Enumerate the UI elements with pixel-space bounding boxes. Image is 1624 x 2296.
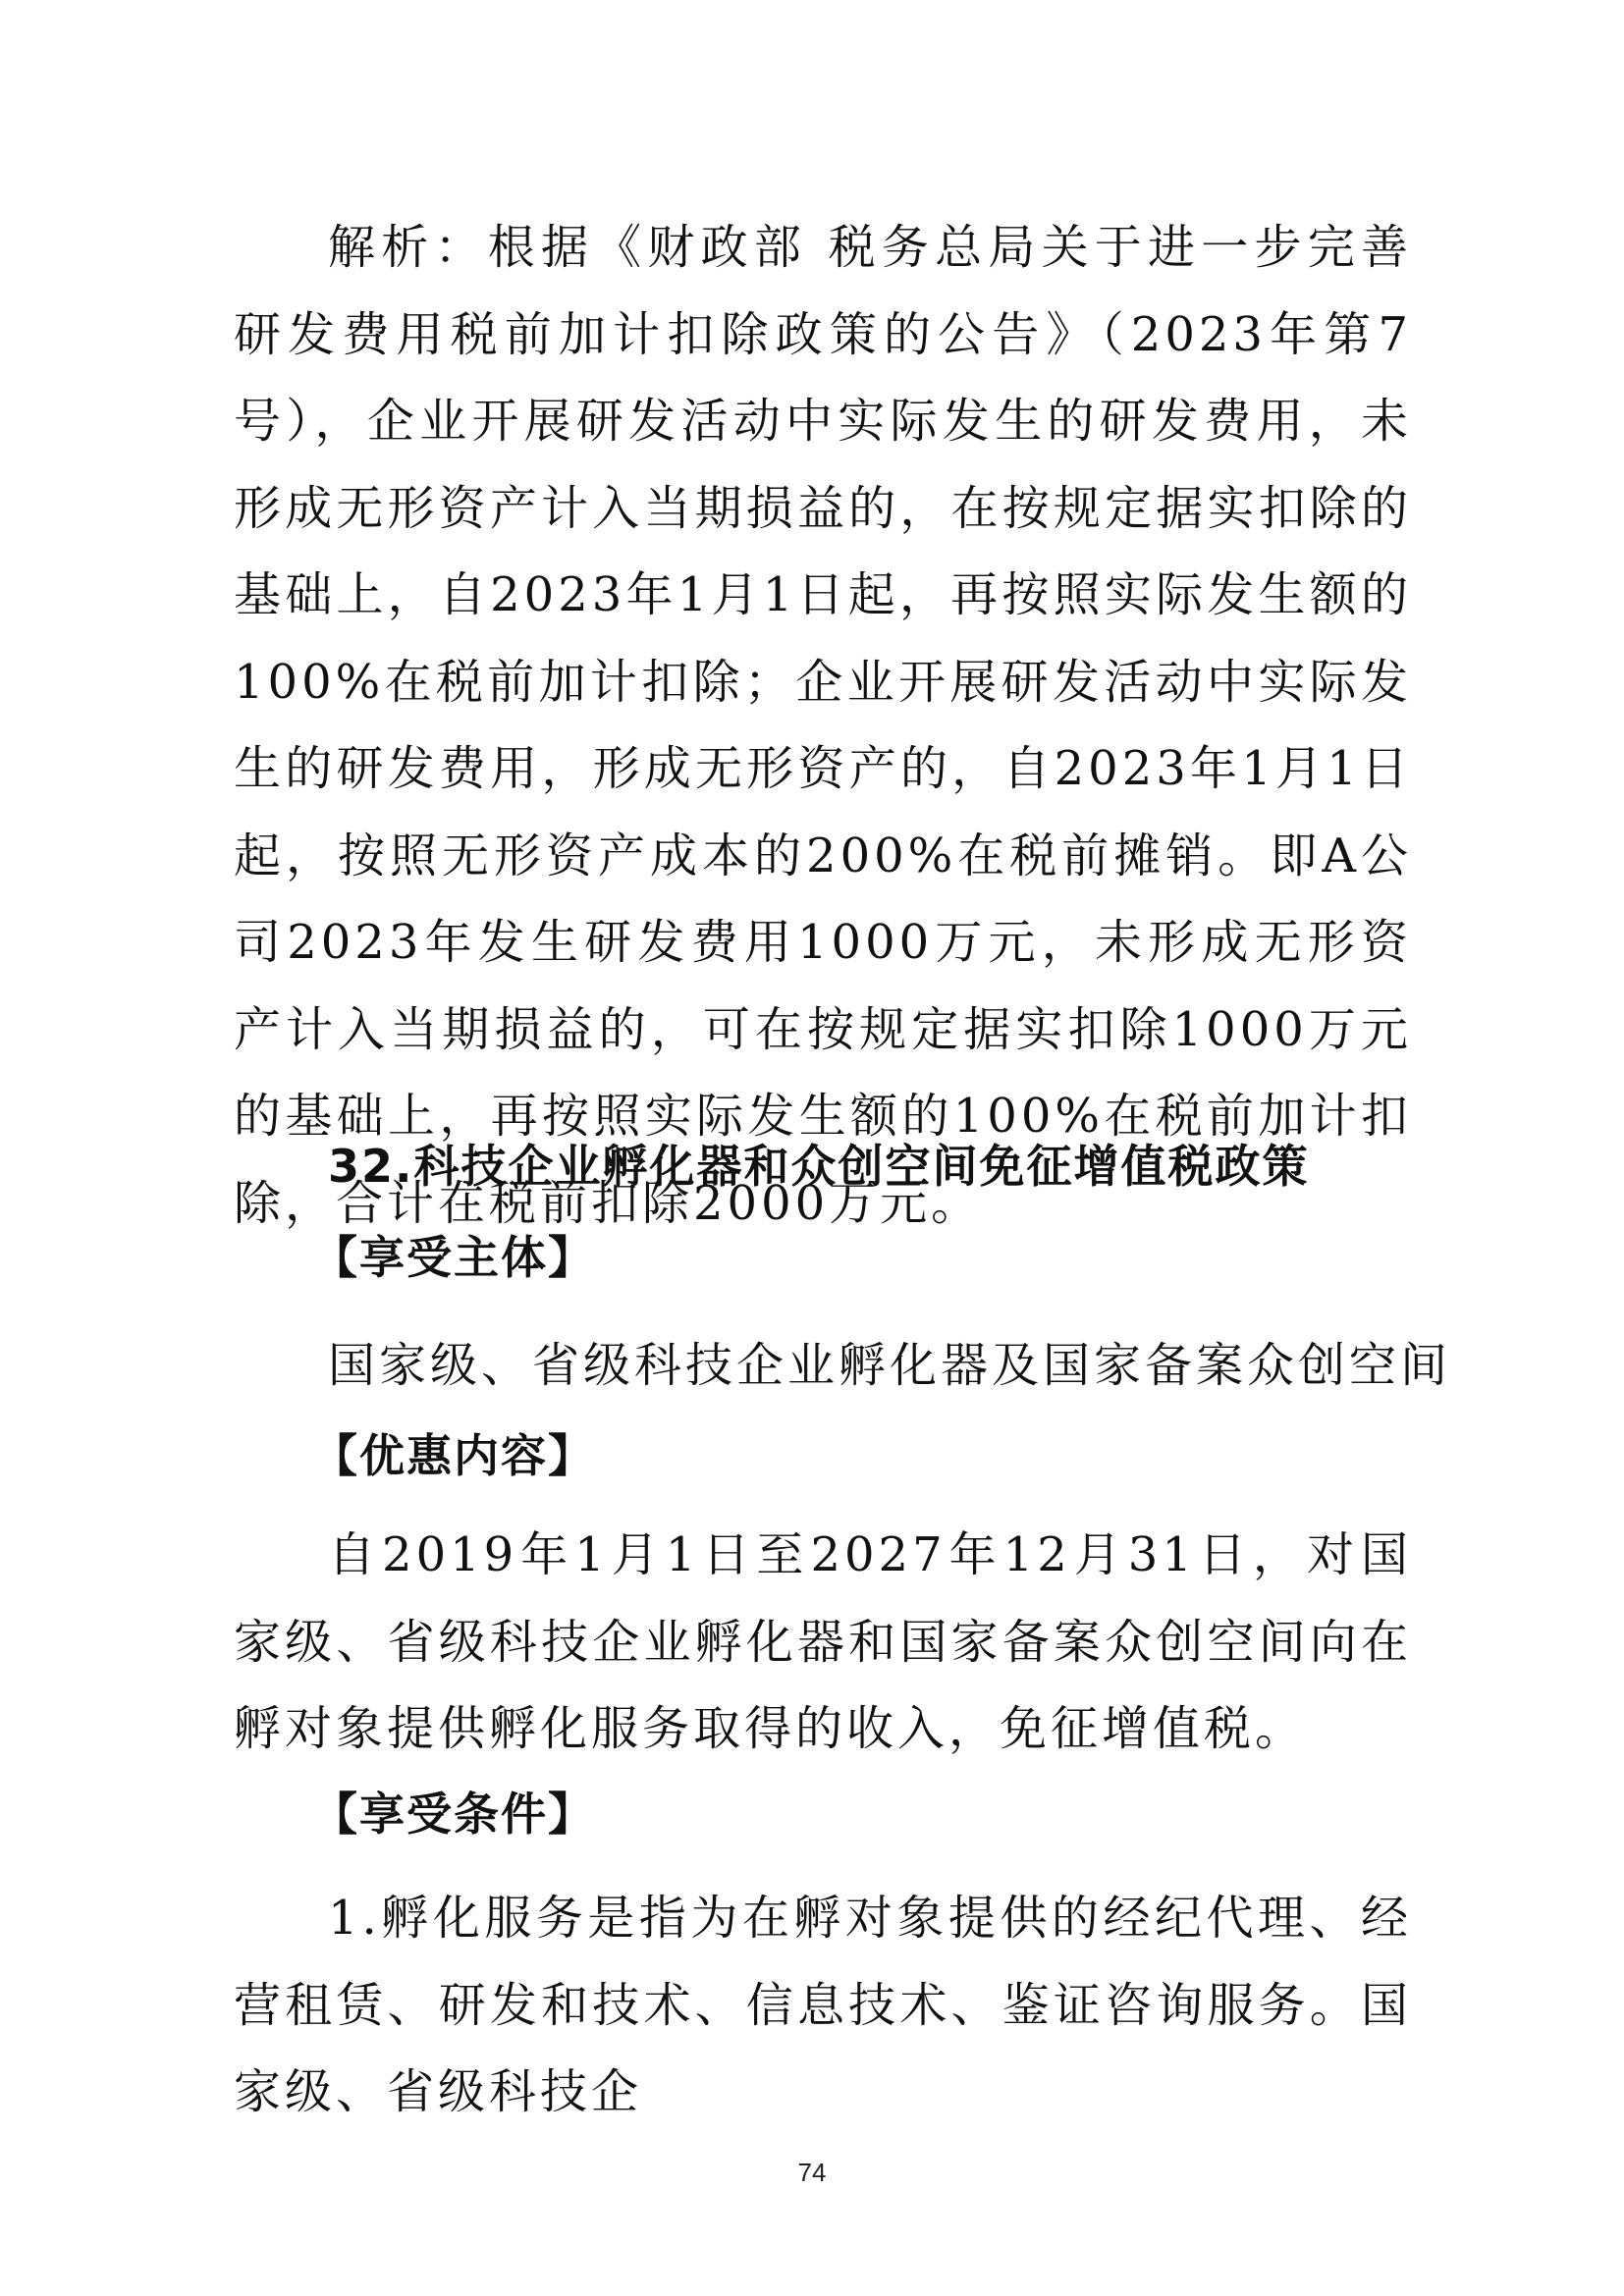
- subject-text: 国家级、省级科技企业孵化器及国家备案众创空间: [328, 1338, 1452, 1393]
- benefit-heading: 【优惠内容】: [312, 1429, 595, 1482]
- condition-heading: 【享受条件】: [312, 1788, 595, 1841]
- subject-heading: 【享受主体】: [312, 1231, 595, 1284]
- condition-paragraph: 1.孵化服务是指为在孵对象提供的经纪代理、经营租赁、研发和技术、信息技术、鉴证咨询服务。国家级、省级科技企: [234, 1891, 1412, 2119]
- analysis-paragraph: 解析：根据《财政部 税务总局关于进一步完善研发费用税前加计扣除政策的公告》（2023年第7号），企业开展研发活动中实际发生的研发费用，未形成无形资产计入当期损益的，在按规定据实扣除的基础上，自2023年1月1日起，再按照实际发生额的100%在税前加计扣除；企业开展研发活动中实际发生的研发费用，形成无形资产的，自2023年1月1日起，按照无形资产成本的200%在税前摊销。即A公司2023年发生研发费用1000万元，未形成无形资产计入当期损益的，可在按规定据实扣除1000万元的基础上，再按照实际发生额的100%在税前加计扣除，合计在税前扣除2000万元。: [234, 220, 1412, 1231]
- section-title: 32.科技企业孵化器和众创空间免征增值税政策: [328, 1140, 1310, 1193]
- page-number: 74: [797, 2158, 827, 2187]
- benefit-paragraph: 自2019年1月1日至2027年12月31日，对国家级、省级科技企业孵化器和国家备案众创空间向在孵对象提供孵化服务取得的收入，免征增值税。: [234, 1527, 1412, 1756]
